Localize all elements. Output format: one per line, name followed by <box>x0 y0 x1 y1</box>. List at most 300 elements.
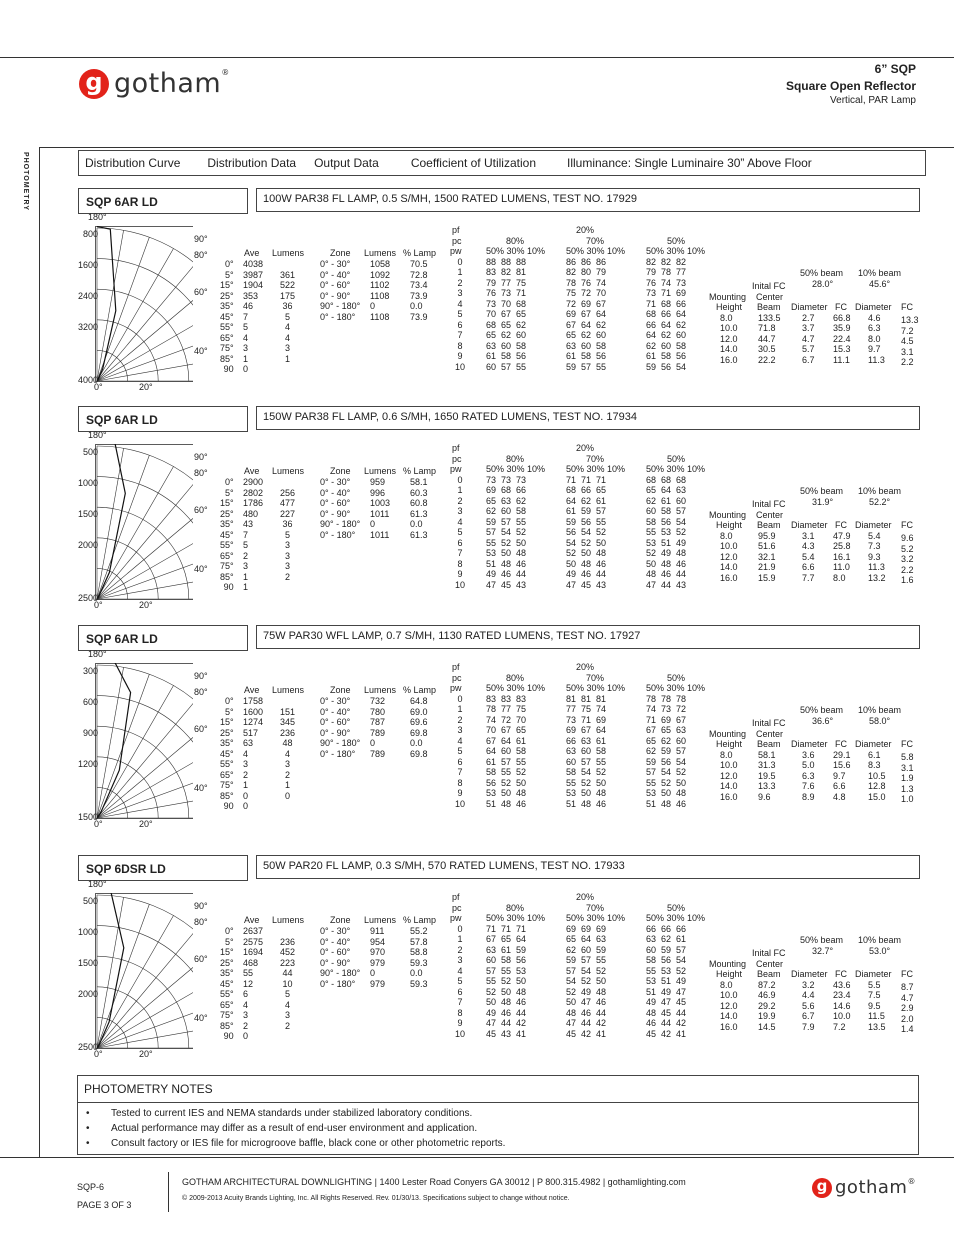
cu-pc: pc <box>452 672 462 683</box>
cu-row-70-cell: 59 57 55 <box>566 955 607 965</box>
tab-illuminance[interactable]: Illuminance: Single Luminaire 30” Above Floor <box>567 156 812 170</box>
cu-row-70-cell: 48 46 44 <box>566 1007 607 1018</box>
out-head-lumens: Lumens <box>364 248 397 258</box>
ill-fc50-value-cell: 35.9 <box>833 323 851 333</box>
cu-row-70-cell: 68 66 65 <box>566 485 607 495</box>
brand-name: gotham <box>114 68 222 99</box>
zone <box>320 477 360 540</box>
dist-angle <box>220 477 234 593</box>
ill-d50-value-cell: 6.6 <box>802 562 815 572</box>
ill-height-value-cell: 8.0 <box>720 979 733 990</box>
zone-lamp-cell: 58.1 <box>410 477 428 487</box>
polar-axis-value: 1500 <box>77 958 98 968</box>
dist-lumens-cell: 4 <box>285 332 291 343</box>
ill-diam10: Diameter <box>855 969 892 979</box>
dist-ave-cell: 3 <box>243 759 249 769</box>
cu-sub-70: 50% 30% 10% <box>566 683 626 693</box>
cu-row-80-cell: 49 46 44 <box>486 569 527 579</box>
ill-diam10: Diameter <box>855 739 892 749</box>
zone-lumens-cell: 954 <box>370 936 386 947</box>
zone-lamp-cell: 59.3 <box>410 978 428 989</box>
ill-d50-value-cell: 5.6 <box>802 1000 815 1011</box>
dist-head-ave: Ave <box>244 915 260 925</box>
dist-ave-cell: 0 <box>243 364 249 374</box>
ill-fc50-value-cell: 47.9 <box>833 530 851 541</box>
zone-lamp-cell: 69.8 <box>410 748 428 759</box>
cu-row-70-cell: 55 52 50 <box>566 777 607 788</box>
ill-fc50-value-cell: 11.0 <box>833 562 850 572</box>
dist-angle-cell: 0° <box>225 259 234 269</box>
top-rule <box>0 57 954 58</box>
ill-height-value-cell: 10.0 <box>720 990 738 1000</box>
dist-angle-cell: 25° <box>220 727 234 738</box>
zone-lumens-cell: 979 <box>370 978 386 989</box>
ill-center-value-cell: 22.2 <box>758 354 776 365</box>
cu-rcr <box>452 924 468 1040</box>
zone-lamp-cell: 0.0 <box>410 519 423 529</box>
dist-ave-cell: 4 <box>243 332 249 343</box>
cu-rcr-cell: 1 <box>457 934 463 944</box>
ill-diam50: Diameter <box>791 739 828 749</box>
cu-row-50-cell: 66 64 62 <box>646 319 687 330</box>
cu-group-80: 80% <box>506 453 525 464</box>
dist-angle-cell: 45° <box>220 748 234 759</box>
zone-lamp-cell: 70.5 <box>410 259 428 269</box>
zone-lamp-cell: 73.4 <box>410 280 428 290</box>
cu-pc: pc <box>452 453 462 464</box>
ill-fc50-value-cell: 10.0 <box>833 1011 851 1021</box>
ill-beam10-label: 10% beam <box>858 935 902 945</box>
polar-label-40: 40° <box>194 1013 208 1023</box>
ill-height-value-cell: 14.0 <box>720 781 738 791</box>
ill-height-value <box>720 313 738 366</box>
dist-angle <box>220 696 234 812</box>
ill-fc50: FC <box>835 739 847 749</box>
dist-angle-cell: 75° <box>220 780 234 790</box>
ill-height-value-cell: 12.0 <box>720 551 738 562</box>
ill-height-value-cell: 10.0 <box>720 760 738 770</box>
polar-label-60: 60° <box>194 954 208 964</box>
dist-ave-cell: 3987 <box>243 269 264 280</box>
cu-row-50-cell: 55 53 52 <box>646 965 687 976</box>
polar-distribution-chart <box>95 226 193 386</box>
dist-lumens-cell: 3 <box>285 343 291 353</box>
cu-row-80-cell: 57 54 52 <box>486 527 527 537</box>
ill-beam50-label: 50% beam <box>800 705 844 715</box>
ill-fc50-value-cell: 25.8 <box>833 541 851 551</box>
dist-angle-cell: 75° <box>220 343 234 353</box>
dist-angle-cell: 15° <box>220 498 234 508</box>
zone-lamp-cell: 55.2 <box>410 926 428 936</box>
cu-row-70 <box>566 475 606 591</box>
ill-beam: Beam <box>757 302 781 312</box>
cu-row-70-cell: 69 69 69 <box>566 923 607 934</box>
cu-row-80-cell: 67 65 64 <box>486 934 527 944</box>
cu-pf-20: 20% <box>576 892 595 902</box>
cu-row-50-cell: 62 60 58 <box>646 340 687 351</box>
ill-center-value-cell: 15.9 <box>758 572 776 583</box>
ill-height: Height <box>716 520 743 530</box>
polar-axis-value: 3200 <box>77 322 98 332</box>
zone-cell: 0° - 40° <box>320 936 351 947</box>
cu-row-80-cell: 78 77 75 <box>486 704 527 714</box>
ill-fc10-value-cell: 3.1 <box>901 346 914 357</box>
ill-fc10-value-cell: 8.7 <box>901 982 914 992</box>
dist-lumens-cell <box>280 1031 295 1042</box>
cu-row-80-cell: 59 57 55 <box>486 516 527 527</box>
ill-height-value <box>720 980 738 1033</box>
polar-label-20: 20° <box>139 1049 153 1059</box>
ill-height: Height <box>716 302 743 312</box>
cu-rcr-cell: 4 <box>457 735 463 746</box>
dist-head-ave: Ave <box>244 248 260 258</box>
ill-fc50-value-cell: 15.6 <box>833 760 851 770</box>
ill-d10-value-cell: 11.3 <box>868 354 885 365</box>
cu-row-50-cell: 82 82 82 <box>646 256 687 267</box>
cu-row-80-cell: 55 52 50 <box>486 537 527 548</box>
ill-height-value-cell: 8.0 <box>720 749 733 760</box>
polar-spoke <box>97 329 193 381</box>
out-head-lamp: % Lamp <box>403 685 437 695</box>
ill-beam10-angle: 53.0° <box>869 945 891 956</box>
ill-beam10-angle: 52.2° <box>869 496 891 507</box>
zone-lumens-cell: 0 <box>370 519 376 529</box>
cu-row-80-cell: 65 63 62 <box>486 495 527 506</box>
cu-row-80 <box>486 924 526 1040</box>
polar-ring <box>97 665 193 818</box>
dist-lumens-cell <box>280 259 295 270</box>
dist-angle-cell: 35° <box>220 738 234 748</box>
zone-lumens-cell: 732 <box>370 696 386 706</box>
cu-row-80-cell: 76 73 71 <box>486 288 527 298</box>
cu-row-80 <box>486 475 526 591</box>
dist-ave-cell: 5 <box>243 322 249 332</box>
dist-ave-cell: 1786 <box>243 498 264 508</box>
dist-ave-cell: 2575 <box>243 936 264 947</box>
footer-logo: g gotham® <box>812 1177 916 1198</box>
ill-center-value-cell: 46.9 <box>758 990 776 1000</box>
dist-ave-cell: 1904 <box>243 280 264 290</box>
ill-d50-value-cell: 3.2 <box>802 979 815 990</box>
dist-head-lumens: Lumens <box>272 685 305 695</box>
cu-row-80-cell: 53 50 48 <box>486 788 527 798</box>
cu-row-50-cell: 52 49 48 <box>646 548 687 558</box>
ill-height-value-cell: 14.0 <box>720 344 738 354</box>
zone-lumens <box>370 696 385 759</box>
cu-row-50 <box>646 924 686 1040</box>
zone-lumens-cell: 0 <box>370 738 376 748</box>
ill-fc10-value-cell: 13.3 <box>901 315 919 325</box>
ill-d10-value-cell: 5.5 <box>868 979 881 990</box>
zone-lamp-cell: 61.3 <box>410 529 428 540</box>
dist-angle-cell: 5° <box>225 487 234 498</box>
zone-lumens <box>370 259 390 322</box>
ill-fc50-value-cell: 22.4 <box>833 333 851 344</box>
ill-height-value <box>720 750 738 803</box>
cu-row-50-cell: 46 44 42 <box>646 1018 687 1028</box>
cu-group-70: 70% <box>586 902 605 913</box>
cu-row-80-cell: 62 60 58 <box>486 506 527 516</box>
ill-height-value-cell: 12.0 <box>720 333 738 344</box>
footer-brand-name: gotham <box>835 1177 908 1198</box>
cu-rcr <box>452 475 468 591</box>
polar-axis-value: 1500 <box>77 509 98 519</box>
dist-ave-cell: 2 <box>243 769 249 780</box>
zone-cell: 0° - 180° <box>320 529 356 540</box>
lamp-description: 50W PAR20 FL LAMP, 0.3 S/MH, 570 RATED LUMENS, TEST NO. 17933 <box>256 855 920 879</box>
tab-cu[interactable]: Coefficient of Utilization <box>410 156 536 170</box>
cu-row-50 <box>646 257 686 373</box>
polar-ring <box>97 895 193 1048</box>
polar-ring <box>97 696 193 818</box>
product-subtitle: Square Open Reflector <box>785 79 916 93</box>
cu-row-50-cell: 53 50 48 <box>646 788 687 798</box>
dist-head-lumens: Lumens <box>272 466 305 476</box>
ill-fc10: FC <box>901 969 913 979</box>
cu-row-80-cell: 61 58 56 <box>486 351 527 361</box>
zone-cell: 0° - 40° <box>320 269 351 280</box>
ill-diam50: Diameter <box>791 520 828 530</box>
out-head-lamp: % Lamp <box>403 248 437 258</box>
ill-d50-value-cell: 3.1 <box>802 530 815 541</box>
ill-beam50-angle: 32.7° <box>812 945 834 956</box>
cu-row-80-cell: 52 50 48 <box>486 986 527 997</box>
zone-lamp-cell: 60.3 <box>410 487 428 498</box>
cu-row-50-cell: 78 78 78 <box>646 693 687 704</box>
cu-row-70 <box>566 694 606 810</box>
polar-axis-value: 2400 <box>77 291 98 301</box>
footer-gotham-mark: g <box>812 1178 832 1198</box>
dist-angle-cell: 0° <box>225 926 234 936</box>
cu-row-50-cell: 79 78 77 <box>646 267 687 277</box>
cu-group-50: 50% <box>667 902 686 913</box>
cu-row-80-cell: 51 48 46 <box>486 558 527 569</box>
dist-lumens-cell: 3 <box>285 1010 291 1020</box>
ill-d10-value <box>868 531 886 584</box>
cu-sub-80: 50% 30% 10% <box>486 683 546 693</box>
dist-ave-cell: 3 <box>243 343 249 353</box>
ill-beam50-angle: 28.0° <box>812 278 834 289</box>
ill-fc10-value-cell: 3.2 <box>901 554 914 564</box>
cu-sub-70: 50% 30% 10% <box>566 246 626 256</box>
cu-rcr-cell: 5 <box>457 309 463 319</box>
ill-fc10-value-cell: 1.0 <box>901 794 914 804</box>
polar-label-180: 180° <box>88 430 107 440</box>
polar-spoke <box>97 1021 193 1048</box>
cu-row-50-cell: 71 69 67 <box>646 714 687 725</box>
cu-group-80: 80% <box>506 235 525 246</box>
dist-head-ave: Ave <box>244 466 260 476</box>
ill-fc50-value <box>833 980 851 1033</box>
ill-d50-value-cell: 7.7 <box>802 572 815 583</box>
polar-spoke <box>97 766 193 818</box>
ill-center-value-cell: 30.5 <box>758 344 776 354</box>
cu-pf: pf <box>452 892 460 902</box>
cu-row-80-cell: 58 55 52 <box>486 767 527 777</box>
dist-angle-cell: 65° <box>220 999 234 1010</box>
cu-row-70-cell: 63 60 58 <box>566 746 607 756</box>
dist-lumens-cell: 4 <box>285 748 291 759</box>
ill-d50-value-cell: 7.9 <box>802 1021 815 1032</box>
ill-fc10-value-cell: 5.2 <box>901 543 914 554</box>
ill-d10-value-cell: 6.1 <box>868 749 881 760</box>
cu-rcr-cell: 10 <box>454 579 465 590</box>
ill-fc10-value-cell: 1.3 <box>901 783 914 794</box>
dist-angle <box>220 926 234 1042</box>
zone-cell: 0° - 60° <box>320 498 351 508</box>
dist-angle-cell: 65° <box>220 769 234 780</box>
polar-ring <box>97 446 193 599</box>
tab-output-data[interactable]: Output Data <box>314 156 379 170</box>
dist-angle-cell: 35° <box>220 968 234 978</box>
polar-label-80: 80° <box>194 250 208 260</box>
cu-row-70-cell: 58 54 52 <box>566 767 607 777</box>
dist-lumens-cell: 452 <box>280 947 296 957</box>
ill-fc10-value-cell: 4.5 <box>901 336 914 346</box>
zone-lamp-cell: 69.0 <box>410 706 428 717</box>
cu-row-50 <box>646 694 686 810</box>
ill-center-value-cell: 95.9 <box>758 530 776 541</box>
zone-cell: 0° - 90° <box>320 508 351 519</box>
ill-fc50-value-cell: 4.8 <box>833 791 846 802</box>
cu-sub-50: 50% 30% 10% <box>646 913 706 923</box>
ill-height-value-cell: 12.0 <box>720 1000 738 1011</box>
zone-lamp <box>410 696 428 759</box>
polar-label-180: 180° <box>88 212 107 222</box>
cu-group-70: 70% <box>586 672 605 683</box>
zone-lumens-cell: 979 <box>370 957 386 968</box>
cu-row-50-cell: 62 59 57 <box>646 746 687 756</box>
cu-row-80-cell: 50 48 46 <box>486 997 527 1007</box>
dist-ave-cell: 6 <box>243 989 249 999</box>
note-item: • Tested to current IES and NEMA standards under stabilized laboratory conditions. <box>86 1108 473 1119</box>
cu-row-50-cell: 48 46 44 <box>646 569 687 579</box>
dist-ave-cell: 4 <box>243 999 249 1010</box>
ill-d10-value-cell: 8.0 <box>868 333 881 344</box>
zone-lumens <box>370 477 390 540</box>
cu-row-50 <box>646 475 686 591</box>
zone-cell: 90° - 180° <box>320 738 361 748</box>
polar-ring <box>97 477 193 599</box>
cu-rcr-cell: 9 <box>457 788 463 798</box>
header-rule <box>40 147 954 148</box>
notes-list <box>78 1103 918 1151</box>
dist-angle-cell: 90 <box>223 582 234 592</box>
cu-row-50-cell: 58 56 54 <box>646 516 687 527</box>
dist-angle-cell: 5° <box>225 706 234 717</box>
ill-center-value-cell: 19.9 <box>758 1011 776 1021</box>
polar-label-90: 90° <box>194 452 208 462</box>
ill-mounting: Mounting <box>709 728 747 739</box>
cu-row-50-cell: 65 64 63 <box>646 485 687 495</box>
dist-angle-cell: 85° <box>220 571 234 582</box>
dist-lumens-cell <box>280 477 295 488</box>
dist-lumens-cell: 236 <box>280 727 296 738</box>
dist-lumens-cell <box>280 696 295 707</box>
ill-center-value-cell: 19.5 <box>758 770 776 781</box>
ill-fc50-value <box>833 531 851 584</box>
ill-fc10-value-cell: 7.2 <box>901 325 914 336</box>
gotham-logo: g gotham® <box>79 68 230 99</box>
ill-d10-value-cell: 7.3 <box>868 541 881 551</box>
dist-ave-cell: 1758 <box>243 696 264 706</box>
zone-lumens-cell: 787 <box>370 717 386 727</box>
cu-row-80-cell: 60 58 56 <box>486 955 527 965</box>
cu-row-80-cell: 55 52 50 <box>486 976 527 986</box>
dist-ave-cell: 1 <box>243 571 249 582</box>
ill-d50-value-cell: 5.0 <box>802 760 815 770</box>
section-side-label: PHOTOMETRY <box>22 152 29 212</box>
cu-row-80-cell: 67 64 61 <box>486 735 527 746</box>
polar-label-180: 180° <box>88 649 107 659</box>
zone-lamp <box>410 477 428 540</box>
cu-row-70-cell: 50 47 46 <box>566 997 607 1007</box>
cu-rcr-cell: 10 <box>454 361 465 372</box>
ill-center: Center <box>756 291 784 302</box>
polar-label-40: 40° <box>194 783 208 793</box>
ill-fc10-value-cell: 1.9 <box>901 773 914 783</box>
dist-lumens <box>280 477 295 593</box>
zone-cell: 0° - 30° <box>320 477 351 487</box>
dist-angle-cell: 0° <box>225 696 234 706</box>
cu-row-80 <box>486 257 526 373</box>
ill-center: Center <box>756 728 784 739</box>
ill-fc10-value <box>901 982 914 1035</box>
polar-axis-value: 300 <box>82 666 98 676</box>
dist-angle-cell: 55° <box>220 322 234 332</box>
ill-beam: Beam <box>757 739 781 749</box>
cu-rcr-cell: 10 <box>454 1028 465 1039</box>
zone-lumens <box>370 926 385 989</box>
ill-beam: Beam <box>757 969 781 979</box>
dist-angle-cell: 65° <box>220 550 234 561</box>
ill-center-value-cell: 29.2 <box>758 1000 776 1011</box>
ill-d50-value-cell: 6.7 <box>802 354 815 365</box>
polar-spoke <box>97 996 193 1048</box>
dist-lumens-cell: 2 <box>285 769 291 780</box>
cu-pw: pw <box>450 913 462 923</box>
note-item: • Actual performance may differ as a result of end-user environment and application. <box>86 1123 478 1134</box>
cu-row-70-cell: 54 52 50 <box>566 976 607 986</box>
ill-fc10: FC <box>901 739 913 749</box>
dist-angle-cell: 15° <box>220 717 234 727</box>
cu-row-70-cell: 86 86 86 <box>566 256 607 267</box>
cu-rcr-cell: 6 <box>457 986 463 997</box>
dist-angle-cell: 45° <box>220 311 234 322</box>
zone-lumens-cell: 959 <box>370 477 386 487</box>
dist-lumens-cell <box>280 582 295 593</box>
out-head-zone: Zone <box>330 466 351 476</box>
cu-row-50-cell: 48 45 44 <box>646 1007 687 1018</box>
dist-lumens-cell: 236 <box>280 936 296 947</box>
dist-angle-cell: 5° <box>225 936 234 947</box>
dist-lumens-cell: 5 <box>285 311 291 322</box>
polar-axis-value: 2000 <box>77 540 98 550</box>
cu-row-80-cell: 65 62 60 <box>486 330 527 340</box>
ill-d10-value-cell: 13.2 <box>868 572 886 583</box>
cu-row-70-cell: 59 57 55 <box>566 361 607 372</box>
tab-distribution-data[interactable]: Distribution Data <box>207 156 297 170</box>
cu-rcr-cell: 7 <box>457 997 463 1007</box>
zone-lamp-cell: 61.3 <box>410 508 428 519</box>
dist-lumens-cell: 522 <box>280 280 296 290</box>
dist-ave-cell: 517 <box>243 727 259 738</box>
polar-label-80: 80° <box>194 917 208 927</box>
tab-distribution-curve[interactable]: Distribution Curve <box>85 156 181 170</box>
cu-row-80-cell: 69 68 66 <box>486 485 527 495</box>
ill-fc50-value <box>833 750 851 803</box>
polar-axis-value: 900 <box>82 728 98 738</box>
